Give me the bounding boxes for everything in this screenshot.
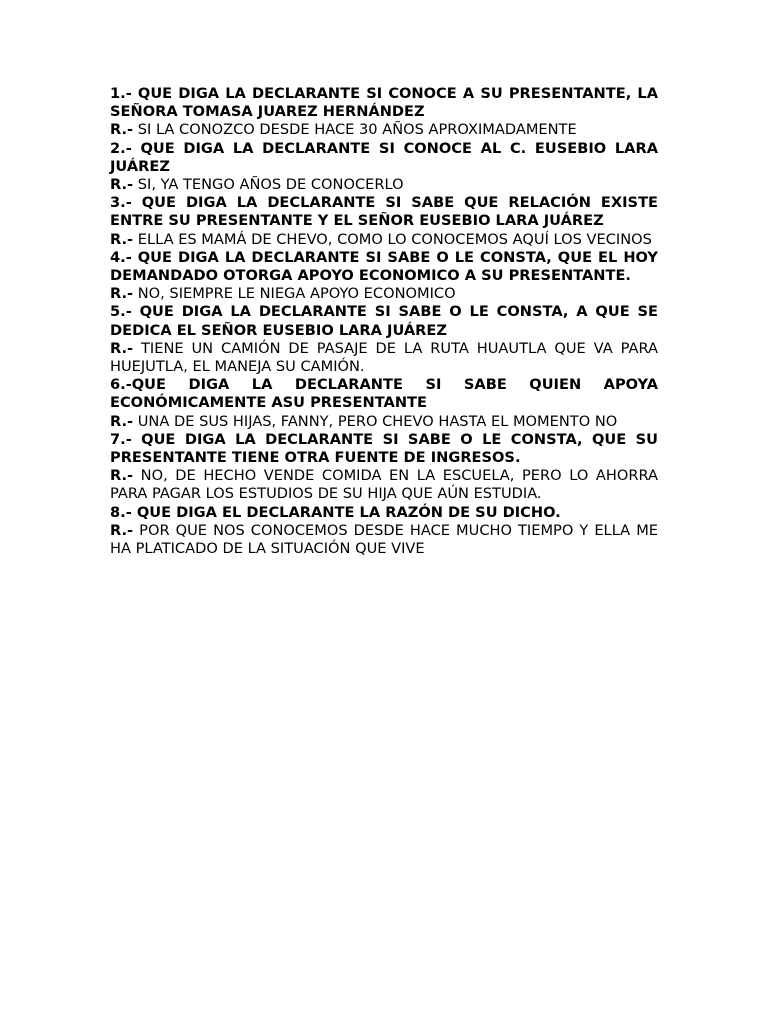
answer-5 (110, 340, 658, 376)
question-4: 4.- QUE DIGA LA DECLARANTE SI SABE O LE CONSTA, QUE EL HOY DEMANDADO OTORGA APOYO ECONOMICO A SU PRESENTANTE. (110, 248, 658, 285)
answer-2 (110, 176, 658, 194)
qa-item-6 (110, 376, 658, 431)
question-8: 8.- QUE DIGA EL DECLARANTE LA RAZÓN DE SU DICHO. (110, 503, 561, 521)
qa-item-2 (110, 140, 658, 195)
answer-text-3: ELLA ES MAMÁ DE CHEVO, COMO LO CONOCEMOS AQUÍ LOS VECINOS (133, 230, 652, 248)
answer-6 (110, 413, 658, 431)
qa-item-1 (110, 85, 658, 140)
answer-text-8: POR QUE NOS CONOCEMOS DESDE HACE MUCHO TIEMPO Y ELLA ME HA PLATICADO DE LA SITUACIÓN QUE VIVE (110, 521, 658, 558)
answer-text-2: SI, YA TENGO AÑOS DE CONOCERLO (133, 176, 404, 194)
answer-prefix-1: R.- (110, 121, 134, 139)
answer-prefix-7: R.- (110, 467, 134, 485)
answer-prefix-2: R.- (110, 176, 134, 194)
answer-prefix-5: R.- (110, 339, 134, 357)
answer-7 (110, 467, 658, 503)
question-1: 1.- QUE DIGA LA DECLARANTE SI CONOCE A SU PRESENTANTE, LA SEÑORA TOMASA JUAREZ HERNÁNDEZ (110, 85, 658, 121)
qa-item-8 (110, 504, 658, 559)
question-5: 5.- QUE DIGA LA DECLARANTE SI SABE O LE CONSTA, A QUE SE DEDICA EL SEÑOR EUSEBIO LARA JUÁREZ (110, 303, 658, 339)
document-page (110, 85, 658, 558)
answer-text-5: TIENE UN CAMIÓN DE PASAJE DE LA RUTA HUAUTLA QUE VA PARA HUEJUTLA, EL MANEJA SU CAMIÓN. (110, 339, 658, 376)
answer-prefix-6: R.- (110, 412, 134, 430)
answer-text-6: UNA DE SUS HIJAS, FANNY, PERO CHEVO HASTA EL MOMENTO NO (133, 412, 618, 430)
answer-prefix-4: R.- (110, 285, 134, 303)
answer-text-7: NO, DE HECHO VENDE COMIDA EN LA ESCUELA, PERO LO AHORRA PARA PAGAR LOS ESTUDIOS DE SU HIJA QUE AÚN ESTUDIA. (110, 467, 658, 503)
answer-prefix-8: R.- (110, 521, 134, 539)
question-2: 2.- QUE DIGA LA DECLARANTE SI CONOCE AL C. EUSEBIO LARA JUÁREZ (110, 139, 658, 175)
qa-item-4 (110, 249, 658, 304)
answer-4 (110, 285, 658, 303)
answer-3 (110, 231, 658, 249)
answer-text-4: NO, SIEMPRE LE NIEGA APOYO ECONOMICO (133, 285, 456, 303)
question-6: 6.-QUE DIGA LA DECLARANTE SI SABE QUIEN APOYA ECONÓMICAMENTE ASU PRESENTANTE (110, 376, 658, 412)
qa-item-7 (110, 431, 658, 504)
answer-text-1: SI LA CONOZCO DESDE HACE 30 AÑOS APROXIMADAMENTE (133, 121, 577, 139)
answer-1 (110, 121, 658, 139)
question-7: 7.- QUE DIGA LA DECLARANTE SI SABE O LE CONSTA, QUE SU PRESENTANTE TIENE OTRA FUENTE DE INGRESOS. (110, 430, 658, 467)
answer-prefix-3: R.- (110, 230, 134, 248)
answer-8 (110, 522, 658, 558)
qa-item-3 (110, 194, 658, 249)
qa-item-5 (110, 303, 658, 376)
question-3: 3.- QUE DIGA LA DECLARANTE SI SABE QUE RELACIÓN EXISTE ENTRE SU PRESENTANTE Y EL SEÑOR EUSEBIO LARA JUÁREZ (110, 194, 658, 230)
